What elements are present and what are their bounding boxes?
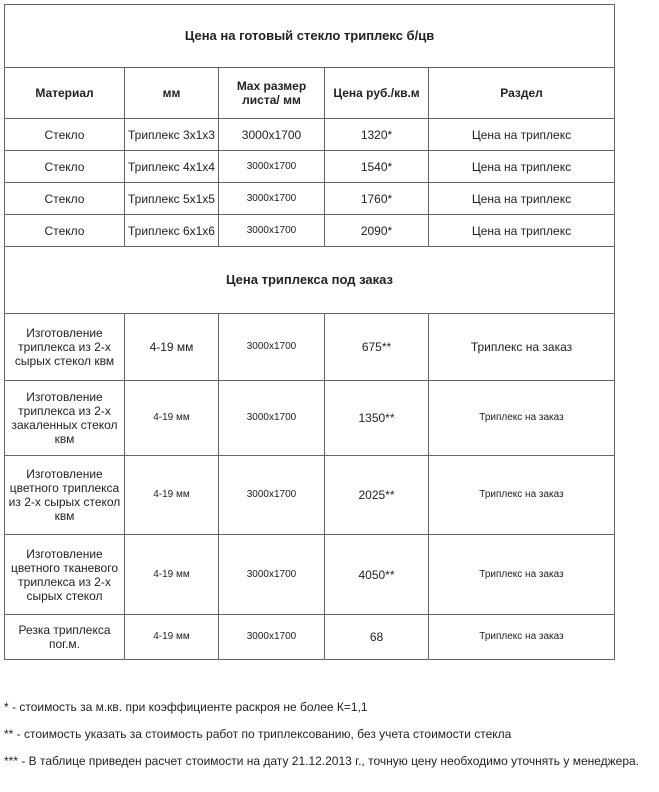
cell-price: 4050**	[325, 535, 429, 615]
cell-section: Цена на триплекс	[429, 183, 615, 215]
cell-material: Стекло	[5, 183, 125, 215]
table-row	[5, 615, 615, 660]
cell-section: Триплекс на заказ	[429, 381, 615, 456]
cell-price: 675**	[325, 314, 429, 381]
cell-material: Стекло	[5, 151, 125, 183]
cell-section: Триплекс на заказ	[429, 535, 615, 615]
cell-price: 1760*	[325, 183, 429, 215]
footnotes	[4, 700, 654, 769]
cell-size: 3000х1700	[219, 151, 325, 183]
cell-mm: Триплекс 4х1х4	[125, 151, 219, 183]
table-row	[5, 381, 615, 456]
cell-size: 3000х1700	[219, 456, 325, 535]
cell-size: 3000х1700	[219, 314, 325, 381]
table-title: Цена на готовый стекло триплекс б/цв	[5, 5, 615, 68]
table-row	[5, 119, 615, 151]
cell-price: 1350**	[325, 381, 429, 456]
cell-price: 2090*	[325, 215, 429, 247]
cell-mm: 4-19 мм	[125, 535, 219, 615]
cell-size: 3000х1700	[219, 535, 325, 615]
cell-material: Изготовление цветного триплекса из 2-х сырых стекол квм	[5, 456, 125, 535]
cell-price: 2025**	[325, 456, 429, 535]
table-row	[5, 183, 615, 215]
cell-material: Резка триплекса пог.м.	[5, 615, 125, 660]
cell-section: Триплекс на заказ	[429, 314, 615, 381]
table-row	[5, 215, 615, 247]
header-mm: мм	[125, 68, 219, 119]
table-row	[5, 151, 615, 183]
cell-size: 3000х1700	[219, 215, 325, 247]
header-price: Цена руб./кв.м	[325, 68, 429, 119]
cell-section: Цена на триплекс	[429, 215, 615, 247]
table-row	[5, 314, 615, 381]
cell-size: 3000х1700	[219, 119, 325, 151]
cell-mm: Триплекс 5х1х5	[125, 183, 219, 215]
cell-material: Изготовление цветного тканевого триплекса из 2-х сырых стекол	[5, 535, 125, 615]
cell-material: Стекло	[5, 215, 125, 247]
table-row	[5, 456, 615, 535]
cell-mm: 4-19 мм	[125, 456, 219, 535]
cell-size: 3000х1700	[219, 615, 325, 660]
table-row	[5, 535, 615, 615]
cell-mm: 4-19 мм	[125, 615, 219, 660]
header-row	[5, 68, 615, 119]
footnote-2: ** - стоимость указать за стоимость работ по триплексованию, без учета стоимости стекла	[4, 727, 512, 741]
order-section-title: Цена триплекса под заказ	[5, 247, 615, 314]
cell-size: 3000х1700	[219, 381, 325, 456]
cell-mm: Триплекс 6х1х6	[125, 215, 219, 247]
cell-section: Цена на триплекс	[429, 119, 615, 151]
footnote-3: *** - В таблице приведен расчет стоимости на дату 21.12.2013 г., точную цену необходимо уточнять у менеджера.	[4, 754, 640, 768]
header-section: Раздел	[429, 68, 615, 119]
cell-section: Цена на триплекс	[429, 151, 615, 183]
cell-price: 1540*	[325, 151, 429, 183]
cell-mm: Триплекс 3х1х3	[125, 119, 219, 151]
cell-size: 3000х1700	[219, 183, 325, 215]
price-table	[4, 4, 615, 660]
cell-price: 1320*	[325, 119, 429, 151]
header-material: Материал	[5, 68, 125, 119]
cell-mm: 4-19 мм	[125, 381, 219, 456]
cell-price: 68	[325, 615, 429, 660]
cell-section: Триплекс на заказ	[429, 615, 615, 660]
footnote-1: * - стоимость за м.кв. при коэффициенте раскроя не более К=1,1	[4, 700, 368, 714]
cell-material: Стекло	[5, 119, 125, 151]
cell-section: Триплекс на заказ	[429, 456, 615, 535]
cell-material: Изготовление триплекса из 2-х закаленных стекол квм	[5, 381, 125, 456]
cell-mm: 4-19 мм	[125, 314, 219, 381]
cell-material: Изготовление триплекса из 2-х сырых стекол квм	[5, 314, 125, 381]
header-max-size: Max размер листа/ мм	[219, 68, 325, 119]
